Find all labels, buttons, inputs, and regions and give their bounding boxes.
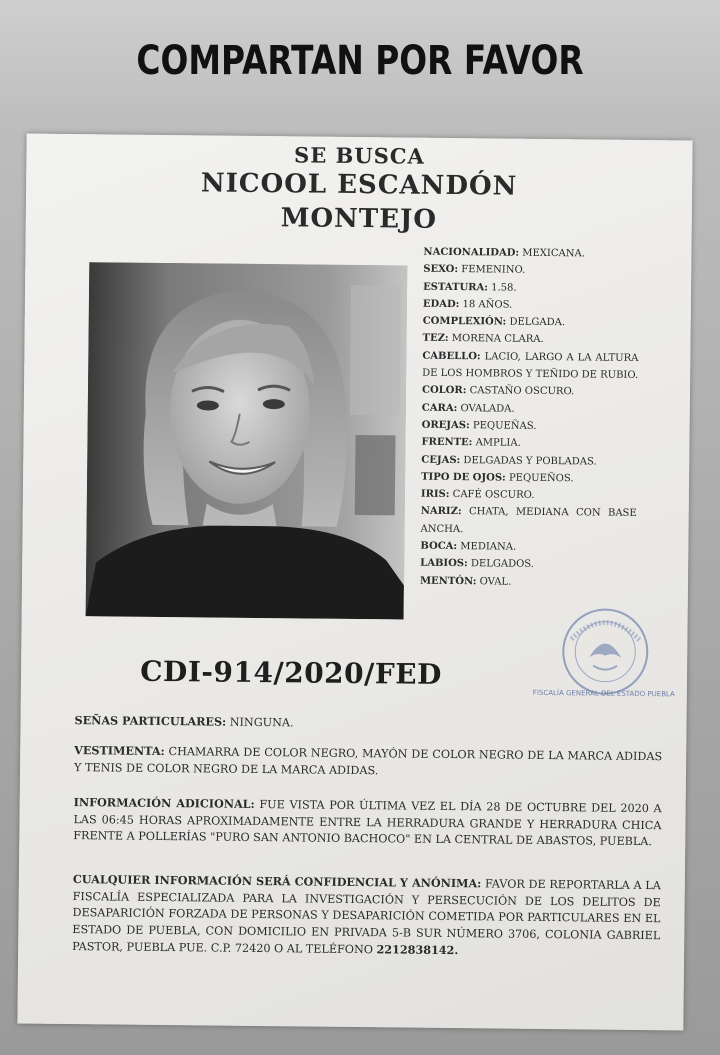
person-name-line-1: NICOOL ESCANDÓN	[200, 168, 518, 202]
attribute-row	[422, 399, 638, 419]
story-header-text: COMPARTAN POR FAVOR	[136, 38, 584, 84]
attribute-label: NARIZ:	[420, 506, 462, 518]
attribute-row	[420, 538, 636, 558]
attribute-row	[420, 572, 636, 592]
attribute-value: MEDIANA.	[460, 541, 517, 553]
attribute-row	[421, 469, 637, 489]
attribute-row	[423, 296, 639, 316]
attribute-value: LACIO, LARGO A LA ALTURA DE LOS HOMBROS Y TEÑIDO DE RUBIO.	[422, 351, 639, 382]
attribute-label: CEJAS:	[421, 454, 461, 466]
attribute-row	[422, 347, 638, 384]
attribute-value: 1.58.	[491, 282, 517, 294]
attribute-row	[420, 555, 636, 575]
attribute-value: DELGADOS.	[470, 558, 535, 571]
person-photo	[86, 262, 408, 619]
seal-caption: FISCALÍA GENERAL DEL ESTADO PUEBLA	[532, 688, 675, 699]
additional-info-value: FUE VISTA POR ÚLTIMA VEZ EL DÍA 28 DE OCTUBRE DEL 2020 A LAS 06:45 HORAS APROXIMADAMENTE ENTRE LA HERRADURA GRANDE Y HERRADURA CHICA FRENTE A POLLERÍAS "PURO SAN ANTONIO BACHOCO" EN LA CENTRAL DE ABASTOS, PUEBLA.	[73, 798, 662, 849]
contact-value: FAVOR DE REPORTARLA A LA FISCALÍA ESPECIALIZADA PARA LA INVESTIGACIÓN Y PERSECUCIÓN DE LOS DELITOS DE DESAPARICIÓN FORZADA DE PERSONAS Y DESAPARICIÓN COMETIDA POR PARTICULARES EN EL ESTADO DE PUEBLA, CON DOMICILIO EN PRIVADA 5-B SUR NÚMERO 3706, COLONIA GABRIEL PASTOR, PUEBLA PUE. C.P. 72420 O AL TELÉFONO	[72, 877, 661, 957]
attribute-value: PEQUEÑAS.	[472, 420, 537, 432]
attribute-row	[421, 451, 637, 471]
attribute-row	[421, 486, 637, 506]
attribute-label: MENTÓN:	[419, 575, 477, 587]
attribute-label: LABIOS:	[420, 558, 468, 570]
attribute-row	[423, 278, 639, 298]
attribute-row	[422, 330, 638, 350]
distinguishing-marks-label: SEÑAS PARTICULARES:	[74, 713, 227, 729]
attribute-row	[422, 382, 638, 402]
poster-title-block	[26, 140, 693, 240]
attribute-label: SEXO:	[423, 263, 459, 276]
attribute-label: BOCA:	[420, 540, 458, 553]
attribute-label: NACIONALIDAD:	[423, 246, 520, 259]
attribute-value: CAFÉ OSCURO.	[452, 489, 535, 502]
attribute-value: CHATA, MEDIANA CON BASE ANCHA.	[420, 506, 637, 535]
attribute-label: COMPLEXIÓN:	[422, 315, 507, 328]
attribute-value: MEXICANA.	[522, 247, 585, 260]
distinguishing-marks-value: NINGUNA.	[229, 715, 294, 730]
attribute-value: 18 AÑOS.	[462, 299, 513, 311]
attribute-row	[422, 417, 638, 437]
physical-description-list	[420, 244, 640, 592]
attribute-label: EDAD:	[422, 298, 460, 310]
attribute-value: OVALADA.	[460, 402, 515, 415]
attribute-label: CARA:	[421, 402, 458, 414]
contact-label: CUALQUIER INFORMACIÓN SERÁ CONFIDENCIAL Y ANÓNIMA:	[72, 872, 482, 891]
attribute-value: CASTAÑO OSCURO.	[469, 385, 575, 398]
attribute-label: COLOR:	[421, 385, 467, 397]
attribute-label: OREJAS:	[421, 419, 470, 432]
contact-phone: 2212838142.	[376, 942, 459, 958]
contact-information	[72, 871, 661, 962]
attribute-row	[423, 313, 639, 333]
attribute-label: ESTATURA:	[423, 281, 489, 293]
attribute-row	[423, 244, 639, 264]
clothing-value: CHAMARRA DE COLOR NEGRO, MAYÓN DE COLOR NEGRO DE LA MARCA ADIDAS Y TENIS DE COLOR NEGRO DE LA MARCA ADIDAS.	[73, 745, 663, 777]
attribute-value: PEQUEÑOS.	[508, 472, 574, 485]
attribute-value: DELGADAS Y POBLADAS.	[463, 454, 597, 468]
clothing-label: VESTIMENTA:	[74, 743, 165, 759]
additional-information	[73, 794, 661, 851]
poster-heading: SE BUSCA	[293, 142, 425, 169]
attribute-value: MORENA CLARA.	[451, 333, 544, 346]
attribute-value: OVAL.	[479, 575, 512, 588]
distinguishing-marks	[74, 712, 662, 736]
attribute-label: FRENTE:	[421, 436, 473, 449]
state-seal-icon	[559, 605, 652, 698]
attribute-row	[420, 503, 636, 540]
attribute-value: DELGADA.	[509, 316, 566, 329]
attribute-label: TIPO DE OJOS:	[421, 471, 506, 484]
additional-info-label: INFORMACIÓN ADICIONAL:	[73, 795, 255, 811]
attribute-row	[423, 261, 639, 281]
clothing-description	[74, 742, 662, 782]
attribute-value: FEMENINO.	[461, 264, 526, 277]
case-number: CDI-914/2020/FED	[140, 654, 443, 691]
attribute-label: TEZ:	[422, 333, 449, 345]
attribute-label: CABELLO:	[422, 350, 481, 363]
missing-person-poster	[17, 134, 692, 1031]
person-name-line-2: MONTEJO	[280, 203, 438, 235]
attribute-row	[421, 434, 637, 454]
attribute-value: AMPLIA.	[475, 437, 521, 449]
attribute-label: IRIS:	[420, 488, 450, 501]
